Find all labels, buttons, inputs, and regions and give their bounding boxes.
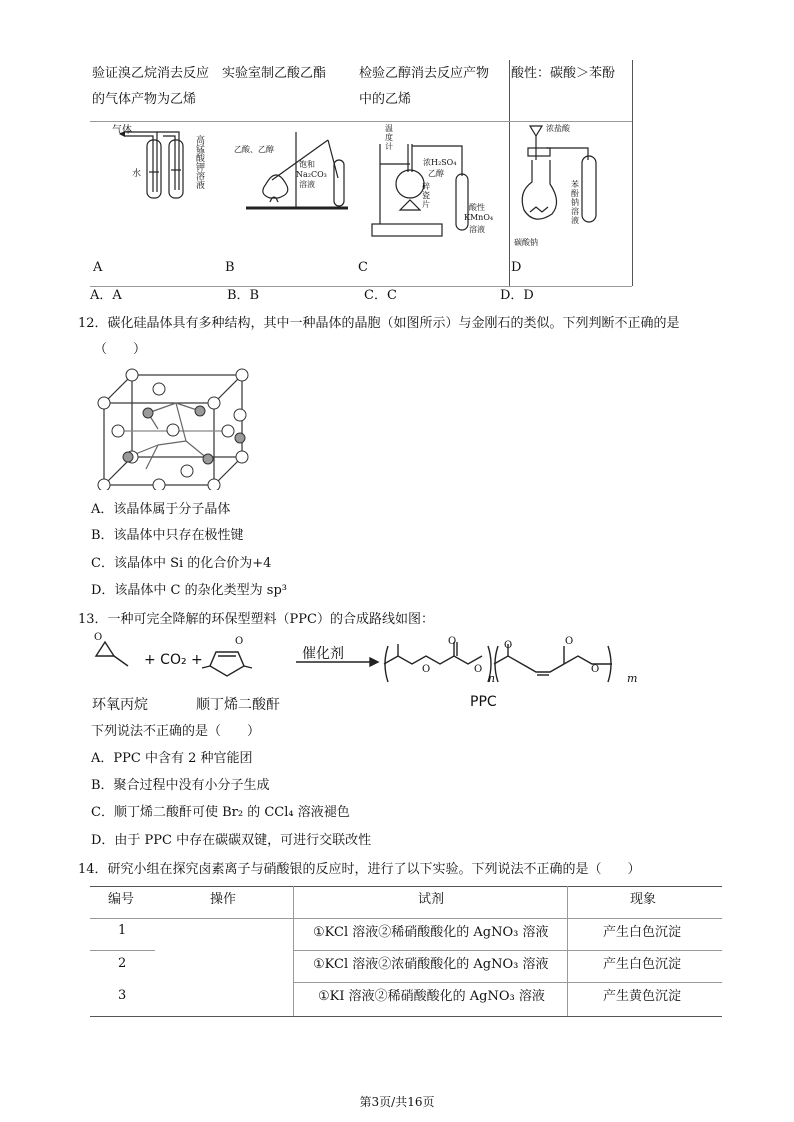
apparatus-c-kmno4: KMnO₄ xyxy=(464,213,494,222)
q14-row2-phen: 产生白色沉淀 xyxy=(603,957,682,972)
apparatus-c-thermo: 温 度 计 xyxy=(385,124,393,151)
q13-option-a: A．PPC 中含有 2 种官能团 xyxy=(91,751,253,766)
q12-option-c: C．该晶体中 Si 的化合价为+4 xyxy=(91,556,272,571)
q14-header-no: 编号 xyxy=(108,892,135,907)
q14-row3-phen: 产生黄色沉淀 xyxy=(603,989,682,1004)
ppc-synthesis-scheme xyxy=(88,636,648,702)
q14-row1-reagent: ①KCl 溶液②稀硝酸酸化的 AgNO₃ 溶液 xyxy=(313,925,549,940)
q13-ppc-o5: O xyxy=(565,636,574,647)
apparatus-b-reagents: 乙酸、乙醇 xyxy=(234,145,274,154)
apparatus-d-image xyxy=(512,120,612,240)
q11-header-a-line2: 的气体产物为乙烯 xyxy=(92,92,197,107)
q13-option-c: C．顺丁烯二酸酐可使 Br₂ 的 CCl₄ 溶液褪色 xyxy=(91,805,350,820)
q14-row1-no: 1 xyxy=(118,923,127,938)
apparatus-d-hcl: 浓盐酸 xyxy=(546,124,570,133)
q13-ppc-o4: O xyxy=(504,640,513,651)
q11-option-c: C．C xyxy=(364,288,397,303)
q11-option-a: A．A xyxy=(90,288,122,303)
q13-option-d: D．由于 PPC 中存在碳碳双键，可进行交联改性 xyxy=(91,833,372,848)
q12-paren: （ ） xyxy=(94,342,147,357)
apparatus-a-gas: 气体 xyxy=(112,125,132,136)
q13-label-epoxy: 环氧丙烷 xyxy=(92,697,148,713)
q13-sub-m: m xyxy=(627,672,638,685)
apparatus-b-na2co3: Na₂CO₃ xyxy=(296,170,327,179)
q11-header-c-line2: 中的乙烯 xyxy=(359,92,412,107)
q11-option-b: B．B xyxy=(227,288,260,303)
q13-ppc-o3: O xyxy=(474,664,483,675)
q14-header-reagent: 试剂 xyxy=(418,892,445,907)
q11-letter-c: C xyxy=(358,260,368,275)
q13-catalyst: 催化剂 xyxy=(302,646,344,662)
q14-stem: 14．研究小组在探究卤素离子与硝酸银的反应时，进行了以下实验。下列说法不正确的是（ ） xyxy=(78,862,641,877)
q13-option-b: B．聚合过程中没有小分子生成 xyxy=(91,778,270,793)
apparatus-d-phenolate: 苯 酚 钠 溶 液 xyxy=(571,180,579,225)
q13-ppc-o1: O xyxy=(422,664,431,675)
apparatus-b-sat: 饱和 xyxy=(299,160,315,169)
q14-header-phen: 现象 xyxy=(630,892,657,907)
q12-stem: 12．碳化硅晶体具有多种结构，其中一种晶体的晶胞（如图所示）与金刚石的类似。下列判断不正确的是 xyxy=(78,316,680,331)
sic-unit-cell-image xyxy=(90,365,260,490)
q13-stem: 13．一种可完全降解的环保型塑料（PPC）的合成路线如图： xyxy=(78,612,434,627)
q11-option-d: D．D xyxy=(500,288,534,303)
apparatus-d-na2co3: 碳酸钠 xyxy=(514,238,538,247)
q13-anhydride-o: O xyxy=(235,636,244,647)
q13-label-ppc: PPC xyxy=(470,694,497,710)
q12-option-d: D．该晶体中 C 的杂化类型为 sp³ xyxy=(91,583,287,598)
q11-header-c-line1: 检验乙醇消去反应产物 xyxy=(359,66,490,81)
q12-option-b: B．该晶体中只存在极性键 xyxy=(91,528,244,543)
q12-option-a: A．该晶体属于分子晶体 xyxy=(91,502,231,517)
apparatus-c-h2so4: 浓H₂SO₄ xyxy=(423,158,457,167)
q14-row3-no: 3 xyxy=(118,988,127,1003)
q13-sub-n: n xyxy=(488,672,496,685)
apparatus-b-sol: 溶液 xyxy=(299,180,315,189)
q13-epoxide-o: O xyxy=(94,632,103,643)
apparatus-c-acidic: 酸性 xyxy=(469,203,485,212)
q13-ppc-o2: O xyxy=(448,636,457,647)
apparatus-a-kmno4-label: 高 锰 酸 钾 溶 液 xyxy=(196,136,206,191)
apparatus-c-sol: 溶液 xyxy=(469,225,485,234)
q11-header-b: 实验室制乙酸乙酯 xyxy=(222,66,327,81)
q11-header-d: 酸性：碳酸＞苯酚 xyxy=(511,66,616,81)
q13-prompt: 下列说法不正确的是（ ） xyxy=(91,724,261,739)
q11-letter-a: A xyxy=(93,260,103,275)
q14-header-op: 操作 xyxy=(210,892,237,907)
q13-co2: + CO₂ + xyxy=(144,652,203,668)
q14-row2-reagent: ①KCl 溶液②浓硝酸酸化的 AgNO₃ 溶液 xyxy=(313,957,549,972)
q14-row2-no: 2 xyxy=(118,956,127,971)
q14-row1-phen: 产生白色沉淀 xyxy=(603,925,682,940)
q11-letter-b: B xyxy=(225,260,235,275)
q13-ppc-o6: O xyxy=(591,664,600,675)
page-footer: 第3页/共16页 xyxy=(359,1095,435,1109)
q13-label-anhydride: 顺丁烯二酸酐 xyxy=(196,697,280,713)
q11-letter-d: D xyxy=(511,260,522,275)
apparatus-c-ethanol: 乙醇 xyxy=(428,169,444,178)
apparatus-c-chips: 碎 瓷 片 xyxy=(422,182,430,209)
q14-row3-reagent: ①KI 溶液②稀硝酸酸化的 AgNO₃ 溶液 xyxy=(318,989,545,1004)
apparatus-a-water: 水 xyxy=(132,169,142,179)
q11-header-a-line1: 验证溴乙烷消去反应 xyxy=(92,66,210,81)
